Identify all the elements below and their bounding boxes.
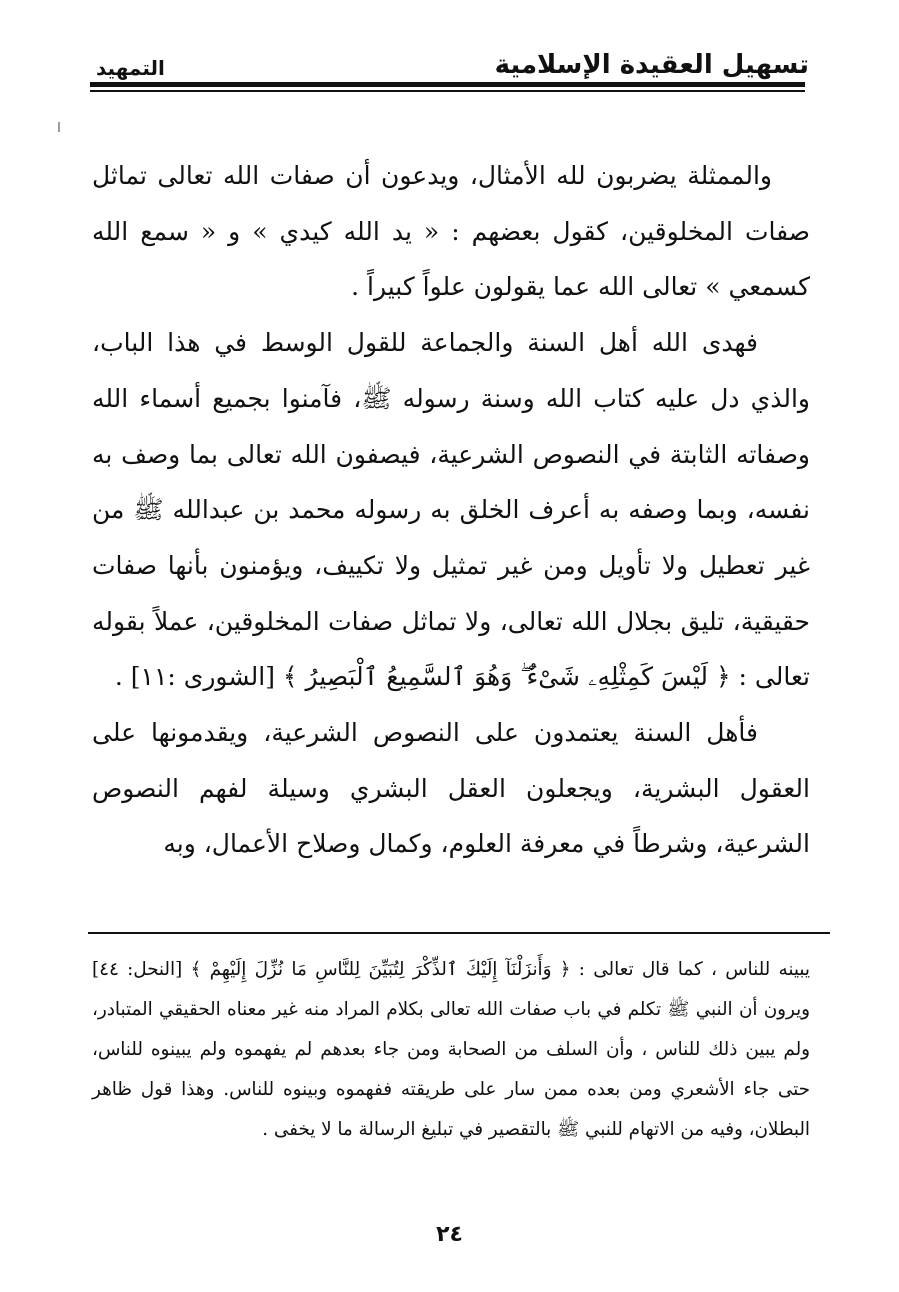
section-title: التمهيد bbox=[96, 56, 165, 80]
header-rule-thin bbox=[90, 90, 805, 92]
margin-mark bbox=[58, 122, 60, 132]
footnote-separator bbox=[88, 932, 830, 934]
page-number: ٢٤ bbox=[436, 1222, 463, 1247]
book-title: تسهيل العقيدة الإسلامية bbox=[494, 50, 809, 80]
footnote-text: يبينه للناس ، كما قال تعالى : ﴿ وَأَنزَلْنَآ إِلَيْكَ ٱلذِّكْرَ لِتُبَيِّنَ لِلنَّاسِ مَا نُزِّلَ إِلَيْهِمْ ﴾ [النحل: ٤٤] ويرون أن النبي ﷺ تكلم في باب صفات الله تعالى بكلام المراد منه غير معناه الحقيقي المتبادر، ولم يبين ذلك للناس ، وأن السلف من الصحابة ومن جاء بعدهم لم يفهموه ولم يبينوه للناس، حتى جاء الأشعري ومن بعده ممن سار على طريقته ففهموه وبينوه للناس. وهذا قول ظاهر البطلان، وفيه من الاتهام للنبي ﷺ بالتقصير في تبليغ الرسالة ما لا يخفى . bbox=[92, 959, 810, 1140]
running-header bbox=[96, 38, 809, 78]
header-rule-thick bbox=[90, 82, 805, 87]
footnote bbox=[92, 950, 810, 1150]
paragraph-3: فأهل السنة يعتمدون على النصوص الشرعية، ويقدمونها على العقول البشرية، ويجعلون العقل البشري وسيلة لفهم النصوص الشرعية، وشرطاً في معرفة العلوم، وكمال وصلاح الأعمال، وبه bbox=[92, 718, 810, 859]
paragraph-1: والممثلة يضربون لله الأمثال، ويدعون أن صفات الله تعالى تماثل صفات المخلوقين، كقول بعضهم : « يد الله كيدي » و « سمع الله كسمعي » تعالى الله عما يقولون علواً كبيراً . bbox=[92, 161, 810, 302]
paragraph-2: فهدى الله أهل السنة والجماعة للقول الوسط في هذا الباب، والذي دل عليه كتاب الله وسنة رسوله ﷺ، فآمنوا بجميع أسماء الله وصفاته الثابتة في النصوص الشرعية، فيصفون الله تعالى بما وصف به نفسه، وبما وصفه به أعرف الخلق به رسوله محمد بن عبدالله ﷺ من غير تعطيل ولا تأويل ومن غير تمثيل ولا تكييف، ويؤمنون بأنها صفات حقيقية، تليق بجلال الله تعالى، ولا تماثل صفات المخلوقين، عملاً بقوله تعالى : ﴿ لَيْسَ كَمِثْلِهِۦ شَىْءٌ ۖ وَهُوَ ٱلسَّمِيعُ ٱلْبَصِيرُ ﴾ [الشورى :١١] . bbox=[92, 328, 810, 692]
main-text bbox=[92, 148, 810, 872]
